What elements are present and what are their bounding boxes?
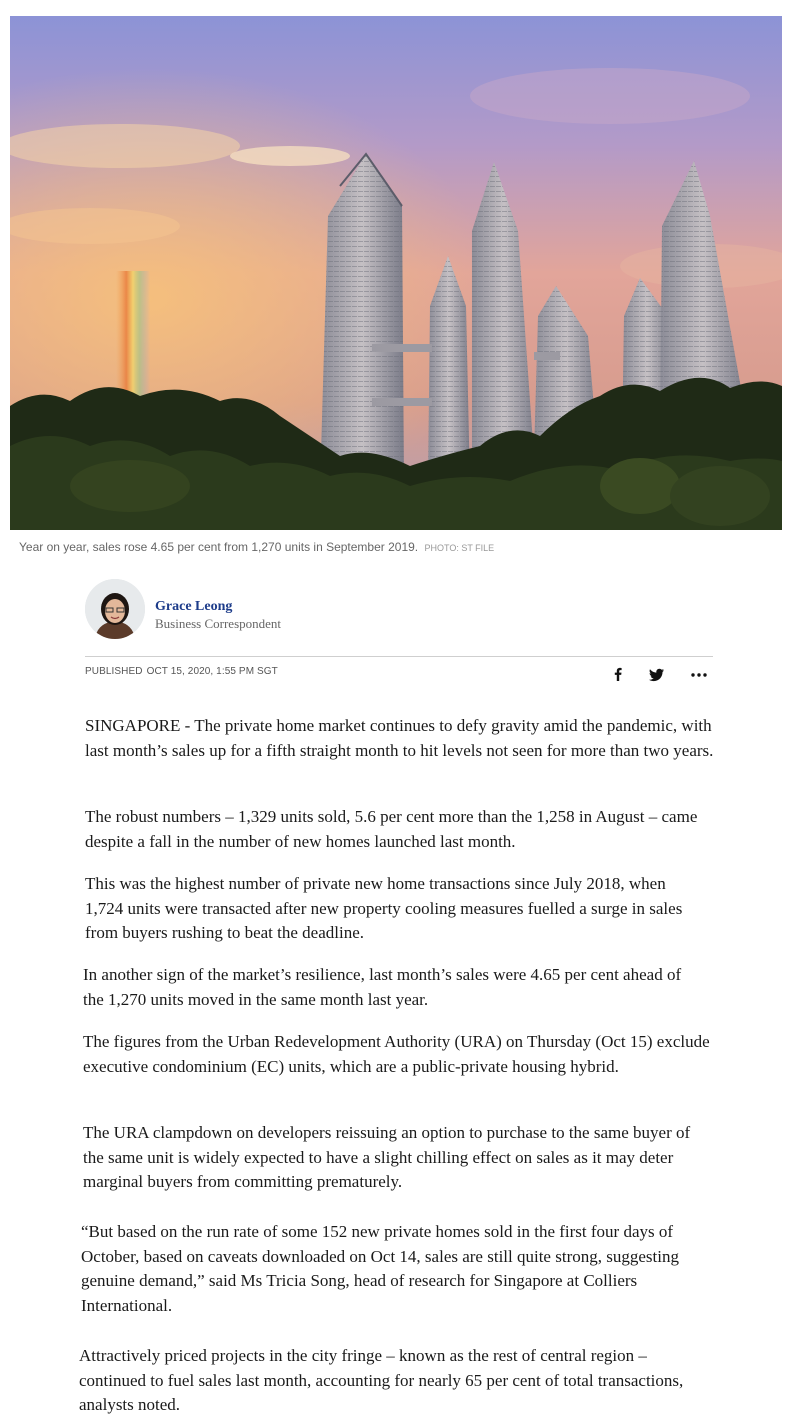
published-timestamp — [85, 666, 278, 677]
article-paragraph: The figures from the Urban Redevelopment Authority (URA) on Thursday (Oct 15) exclude executive condominium (EC) units, which are a public-private housing hybrid. — [83, 1032, 710, 1076]
article-paragraph: In another sign of the market’s resilience, last month’s sales were 4.65 per cent ahead of the 1,270 units moved in the same month last year. — [83, 965, 682, 1009]
facebook-share-button[interactable] — [607, 664, 629, 684]
facebook-icon — [607, 664, 629, 684]
article-paragraph: The URA clampdown on developers reissuing an option to purchase to the same buyer of the same unit is widely expected to have a slight chilling effect on sales as it may deter marginal buyers from committing prematurely. — [83, 1123, 691, 1191]
article-paragraph: This was the highest number of private new home transactions since July 2018, when 1,724 units were transacted after new property cooling measures fuelled a surge in sales from buyers rushing to beat the deadline. — [85, 874, 683, 942]
published-label: PUBLISHED — [85, 666, 143, 677]
author-role: Business Correspondent — [155, 615, 282, 631]
author-byline — [85, 578, 485, 640]
photo-credit: PHOTO: ST FILE — [424, 543, 495, 553]
hero-photo — [10, 16, 782, 530]
photo-caption — [19, 540, 779, 554]
twitter-share-button[interactable] — [646, 664, 668, 684]
article-paragraph: SINGAPORE - The private home market continues to defy gravity amid the pandemic, with last month’s sales up for a fifth straight month to hit levels not seen for more than two years. — [85, 716, 714, 760]
article-paragraph: The robust numbers – 1,329 units sold, 5.6 per cent more than the 1,258 in August – came despite a fall in the number of new homes launched last month. — [85, 807, 698, 851]
article-paragraph: “But based on the run rate of some 152 new private homes sold in the first four days of October, based on caveats downloaded on Oct 14, sales are still quite strong, suggesting genuine demand,” said Ms Tricia Song, head of research for Singapore at Colliers International. — [81, 1222, 679, 1315]
byline-divider — [85, 656, 713, 657]
author-info — [155, 586, 281, 633]
author-name-link[interactable]: Grace Leong — [155, 598, 233, 614]
article-paragraph: Attractively priced projects in the city fringe – known as the rest of central region – continued to fuel sales last month, accounting for nearly 65 per cent of total transactions, analysts noted. — [79, 1346, 684, 1414]
published-date: OCT 15, 2020, 1:55 PM SGT — [146, 666, 278, 677]
author-avatar[interactable] — [85, 579, 145, 639]
more-options-button[interactable] — [688, 664, 710, 684]
caption-text: Year on year, sales rose 4.65 per cent from 1,270 units in September 2019. — [19, 540, 419, 554]
more-options-icon — [688, 664, 710, 684]
twitter-icon — [646, 664, 668, 684]
